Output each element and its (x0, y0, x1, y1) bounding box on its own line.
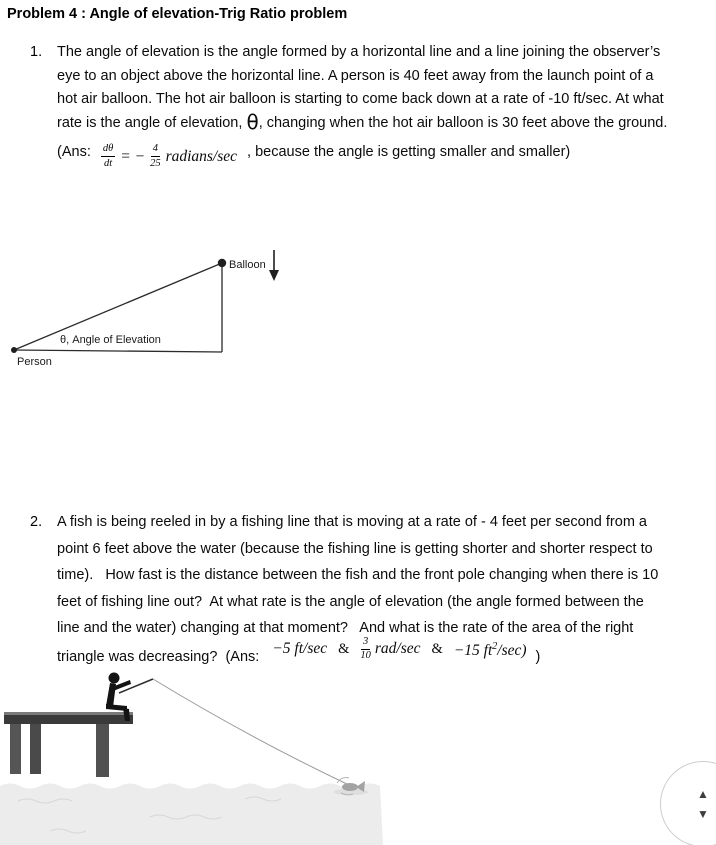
equals-minus-sign: = − (120, 147, 146, 165)
problem-2-answer-math (272, 634, 526, 665)
answer-prefix: (Ans: (57, 144, 91, 160)
ampersand-1: & (338, 641, 350, 658)
problem-2 (30, 509, 716, 673)
fishing-line (153, 679, 349, 785)
problem-1-number: 1. (30, 44, 43, 60)
problem-2-number: 2. (30, 514, 43, 530)
problem-1-line-3: hot air balloon. The hot air balloon is starting to come back down at a rate of -10 ft/sec. At what (57, 91, 664, 107)
problem-1 (30, 41, 716, 174)
derivative-fraction (101, 144, 115, 169)
answer-1: −5 ft/sec (272, 640, 328, 658)
angle-label: θ, Angle of Elevation (60, 334, 161, 346)
answer-suffix: , because the angle is getting smaller and smaller) (247, 144, 571, 160)
answer-3-value: −15 ft (453, 642, 493, 660)
problem-2-line-5: line and the water) changing at that moment? And what is the rate of the area of the right (57, 620, 634, 637)
problem-2-line-4: feet of fishing line out? At what rate is the angle of elevation (the angle formed between the (57, 593, 644, 610)
elevation-diagram (8, 246, 308, 374)
rate-fraction (360, 637, 371, 662)
problem-1-answer-math (101, 144, 237, 169)
answer-3-units: /sec) (497, 642, 527, 660)
answer-2-units: rad/sec (374, 640, 421, 658)
page-title: Problem 4 : Angle of elevation-Trig Ratio problem (7, 6, 348, 22)
line4-text-a: rate is the angle of elevation, (57, 114, 247, 131)
value-denominator: 25 (150, 157, 161, 169)
closing-paren: ) (535, 649, 541, 666)
last-line-text: triangle was decreasing? (Ans: (57, 649, 260, 666)
balloon-label: Balloon (229, 259, 266, 271)
dock (4, 712, 133, 777)
scroll-down-icon[interactable]: ▼ (697, 807, 709, 821)
answer-3 (454, 634, 527, 665)
answer-2 (360, 636, 420, 663)
person-label: Person (17, 356, 52, 368)
derivative-denominator: dt (103, 157, 113, 169)
person-dot (11, 347, 17, 353)
rate-numerator: 3 (361, 637, 370, 650)
scroll-up-icon[interactable]: ▲ (697, 787, 709, 801)
ampersand-2: & (431, 641, 443, 658)
problem-2-line-1: A fish is being reeled in by a fishing line that is moving at a rate of - 4 feet per second from a (57, 514, 647, 530)
problem-2-line-2: point 6 feet above the water (because the fishing line is getting shorter and shorter respect to (57, 540, 653, 557)
fishing-scene (0, 668, 385, 845)
problem-1-line-1: The angle of elevation is the angle formed by a horizontal line and a line joining the observer’s (57, 44, 661, 60)
problem-1-line-2: eye to an object above the horizontal line. A person is 40 feet away from the launch point of a (57, 67, 654, 84)
value-fraction (150, 144, 161, 169)
theta-symbol: θ (246, 109, 259, 134)
water (0, 784, 383, 845)
problem-1-answer-row (57, 144, 716, 174)
line4-text-b: , changing when the hot air balloon is 30 feet above the ground. (258, 114, 668, 131)
balloon-dot (218, 259, 226, 267)
problem-1-line-4 (57, 109, 716, 136)
down-arrow-icon (269, 250, 279, 281)
rate-denominator: 10 (360, 650, 371, 662)
scroll-widget[interactable] (660, 761, 716, 845)
derivative-numerator: dθ (101, 144, 115, 157)
problem-2-line-3: time). How fast is the distance between the fish and the front pole changing when there is 10 (57, 567, 659, 584)
problem-1-text (57, 41, 716, 174)
answer-units: radians/sec (165, 147, 238, 165)
problem-2-text (57, 509, 716, 673)
value-numerator: 4 (151, 144, 160, 157)
answer-3-exponent: 2 (492, 640, 498, 652)
